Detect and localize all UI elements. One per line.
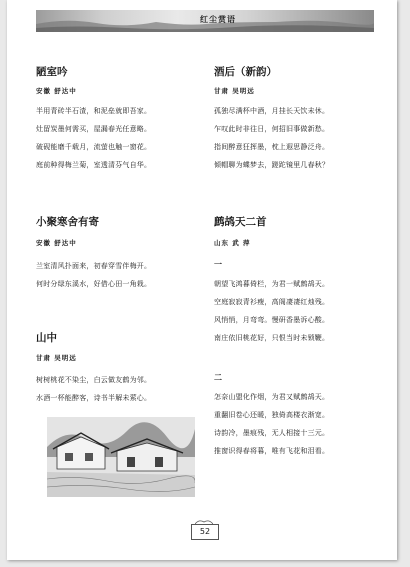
poem-line: 灶留炭墨何需买，屋漏春光任意略。 [36, 125, 152, 133]
poem-line: 孤独尽满杯中酒，月挂长天饮未休。 [214, 107, 330, 115]
poem-line: 推窗识得春将暮，唯有飞花和泪看。 [214, 447, 330, 455]
poem-title-right-2: 鹧鸪天二首 [214, 216, 267, 228]
stanza-label-2: 二 [214, 372, 222, 382]
poem-line: 何时分绿东溪水，好借心田一角栽。 [36, 280, 152, 288]
poem-author-left-2: 安徽 舒达中 [36, 239, 77, 247]
poem-line: 乍叹此时非往日，何招旧事做新愁。 [214, 125, 330, 133]
header-banner [36, 10, 374, 32]
poem-line: 风悄悄，月弯弯。慢研香墨诉心酸。 [214, 316, 330, 324]
poem-line: 指间醉意狂挥墨，枕上遐思静泛舟。 [214, 143, 330, 151]
house-sketch-illustration [47, 417, 195, 497]
page [7, 0, 397, 560]
poem-line: 怎奈山盟化作烟，为君又赋鹧鸪天。 [214, 393, 330, 401]
poem-line: 倾帽聊为蝶梦去，蹉跎镜里几春秋？ [214, 161, 330, 169]
poem-line: 朝望飞鸿暮倚栏，为君一赋鹧鸪天。 [214, 280, 330, 288]
banner-title: 红尘赏语 [200, 15, 236, 24]
poem-author-right-2: 山东 武 萍 [214, 239, 251, 247]
stanza-label-1: 一 [214, 259, 222, 269]
poem-line: 半用青砖半石渣，和泥垒就即吾家。 [36, 107, 152, 115]
poem-line: 南庄依旧桃花好，只恨当时未锁鞭。 [214, 334, 330, 342]
poem-line: 树树桃花不染尘，白云做友鹤为邻。 [36, 376, 152, 384]
poem-line: 诗韵冷，墨痕残，无人相接十三元。 [214, 429, 330, 437]
poem-author-right-1: 甘肃 吴明远 [214, 87, 255, 95]
poem-title-right-1: 酒后（新韵） [214, 66, 277, 78]
poem-line: 水酒一杯能醉客，诗书半解未萦心。 [36, 394, 152, 402]
poem-author-left-1: 安徽 舒达中 [36, 87, 77, 95]
poem-line: 庭前种得梅兰菊，室透清芬气自华。 [36, 161, 152, 169]
poem-title-left-1: 陋室吟 [36, 66, 68, 78]
poem-title-left-3: 山中 [36, 332, 57, 344]
page-number: 52 [191, 524, 219, 540]
poem-line: 重翻旧卷心还暖，独倚高楼衣渐宽。 [214, 411, 330, 419]
poem-line: 空庭寂寂青衫瘦，高阁凄凄红烛残。 [214, 298, 330, 306]
poem-author-left-3: 甘肃 吴明远 [36, 354, 77, 362]
poem-line: 兰室清风扑面来，初春穿雪伴梅开。 [36, 262, 152, 270]
poem-line: 破砚能磨千载月，流萤也触一窗花。 [36, 143, 152, 151]
poem-title-left-2: 小聚寒舍有寄 [36, 216, 99, 228]
